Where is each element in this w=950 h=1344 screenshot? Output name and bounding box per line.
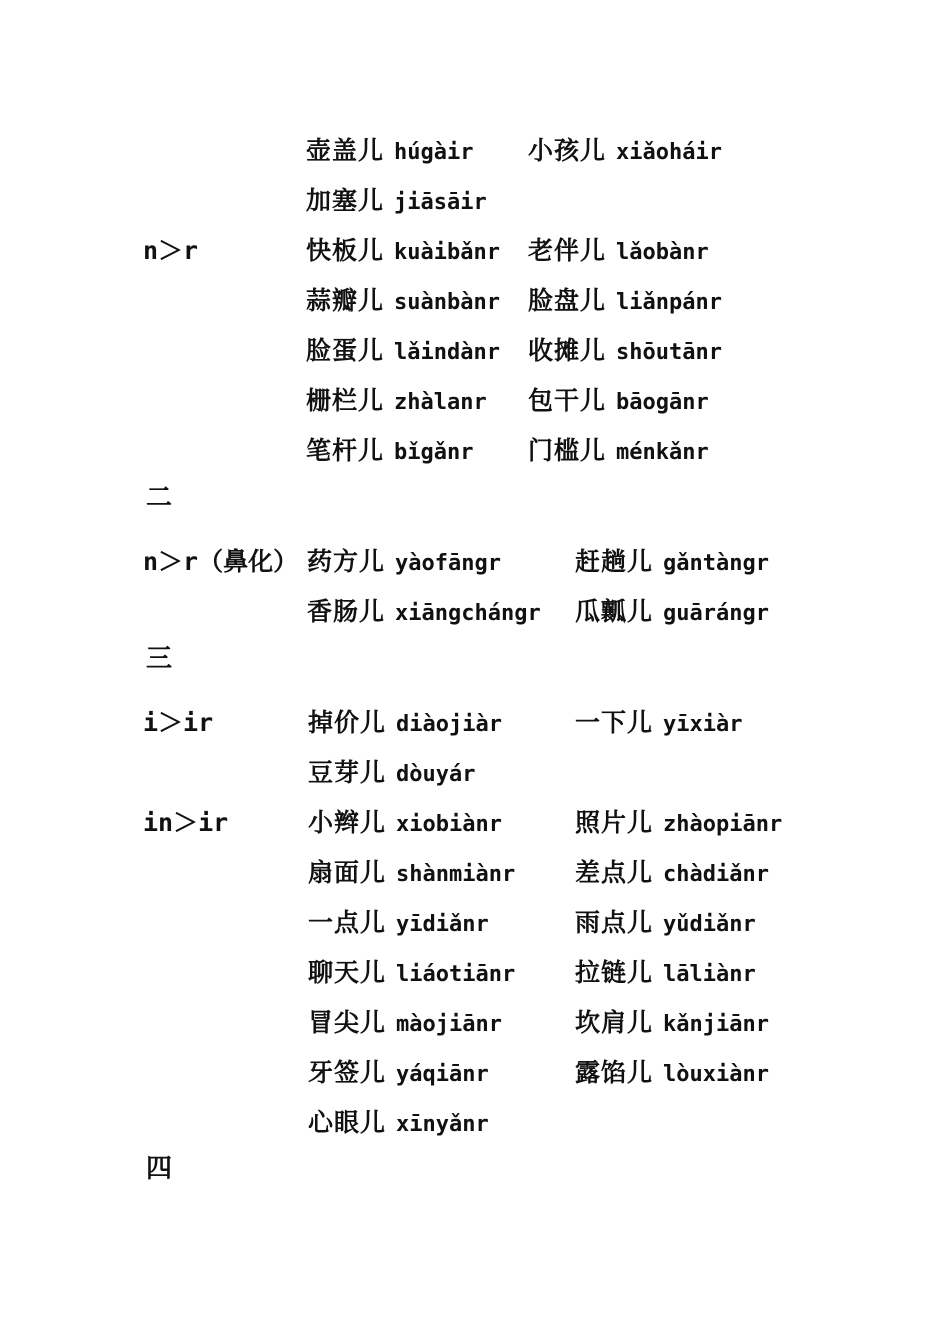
hanzi-word: 加塞儿 — [306, 186, 385, 215]
hanzi-word: 雨点儿 — [575, 908, 654, 937]
pinyin-text: yīdiǎnr — [396, 912, 489, 937]
pinyin-text: bāogānr — [616, 390, 709, 415]
section-heading: 四 — [146, 1154, 173, 1184]
word-entry — [528, 285, 722, 319]
hanzi-word: 赶趟儿 — [575, 547, 654, 576]
pinyin-text: jiāsāir — [394, 190, 487, 215]
word-entry — [308, 907, 489, 941]
pinyin-text: bǐgǎnr — [394, 440, 474, 465]
hanzi-word: 壶盖儿 — [306, 136, 385, 165]
pinyin-text: yǔdiǎnr — [663, 912, 756, 937]
word-entry — [575, 807, 782, 841]
hanzi-word: 蒜瓣儿 — [306, 286, 385, 315]
hanzi-word: 包干儿 — [528, 386, 607, 415]
word-entry — [575, 1057, 769, 1091]
word-entry — [307, 546, 501, 580]
word-entry — [308, 757, 476, 791]
word-entry — [308, 1007, 502, 1041]
word-entry — [575, 1007, 769, 1041]
hanzi-word: 聊天儿 — [308, 958, 387, 987]
hanzi-word: 门槛儿 — [528, 436, 607, 465]
pinyin-text: húgàir — [394, 140, 474, 165]
hanzi-word: 小辫儿 — [308, 808, 387, 837]
section-heading: 二 — [146, 483, 173, 513]
word-entry — [575, 596, 769, 630]
pinyin-text: lǎindànr — [394, 340, 500, 365]
pinyin-text: xiobiànr — [396, 812, 502, 837]
word-entry — [575, 857, 769, 891]
pinyin-text: xiǎoháir — [616, 140, 722, 165]
pinyin-text: zhàopiānr — [663, 812, 783, 837]
word-entry — [308, 807, 502, 841]
word-entry — [575, 546, 769, 580]
hanzi-word: 掉价儿 — [308, 708, 387, 737]
pinyin-text: lòuxiànr — [663, 1062, 769, 1087]
word-entry — [528, 335, 722, 369]
word-entry — [307, 596, 541, 630]
pinyin-text: gǎntàngr — [663, 551, 769, 576]
pinyin-text: kǎnjiānr — [663, 1012, 769, 1037]
hanzi-word: 收摊儿 — [528, 336, 607, 365]
hanzi-word: 照片儿 — [575, 808, 654, 837]
hanzi-word: 脸蛋儿 — [306, 336, 385, 365]
hanzi-word: 栅栏儿 — [306, 386, 385, 415]
hanzi-word: 心眼儿 — [308, 1108, 387, 1137]
pinyin-text: liáotiānr — [396, 962, 516, 987]
pinyin-text: guārángr — [663, 601, 769, 626]
pinyin-text: yīxiàr — [663, 712, 743, 737]
word-entry — [528, 135, 722, 169]
hanzi-word: 一点儿 — [308, 908, 387, 937]
word-entry — [306, 135, 474, 169]
pinyin-text: chàdiǎnr — [663, 862, 769, 887]
pinyin-text: kuàibǎnr — [394, 240, 500, 265]
word-entry — [306, 185, 487, 219]
hanzi-word: 一下儿 — [575, 708, 654, 737]
hanzi-word: 笔杆儿 — [306, 436, 385, 465]
word-entry — [528, 235, 709, 269]
word-entry — [308, 857, 515, 891]
hanzi-word: 瓜瓤儿 — [575, 597, 654, 626]
hanzi-word: 差点儿 — [575, 858, 654, 887]
pinyin-text: suànbànr — [394, 290, 500, 315]
word-entry — [306, 235, 500, 269]
pinyin-text: liǎnpánr — [616, 290, 722, 315]
pinyin-text: lǎobànr — [616, 240, 709, 265]
hanzi-word: 坎肩儿 — [575, 1008, 654, 1037]
word-entry — [306, 435, 474, 469]
word-entry — [308, 1107, 489, 1141]
hanzi-word: 露馅儿 — [575, 1058, 654, 1087]
hanzi-word: 脸盘儿 — [528, 286, 607, 315]
word-entry — [308, 1057, 489, 1091]
hanzi-word: 豆芽儿 — [308, 758, 387, 787]
word-entry — [306, 385, 487, 419]
hanzi-word: 冒尖儿 — [308, 1008, 387, 1037]
word-entry — [528, 435, 709, 469]
pinyin-text: yàofāngr — [395, 551, 501, 576]
rule-label: n＞r（鼻化） — [143, 547, 299, 576]
pinyin-text: yáqiānr — [396, 1062, 489, 1087]
word-entry — [306, 285, 500, 319]
pinyin-text: shōutānr — [616, 340, 722, 365]
pinyin-text: ménkǎnr — [616, 440, 709, 465]
pinyin-text: xiāngchángr — [395, 601, 541, 626]
pinyin-text: shànmiànr — [396, 862, 516, 887]
hanzi-word: 快板儿 — [306, 236, 385, 265]
hanzi-word: 扇面儿 — [308, 858, 387, 887]
hanzi-word: 老伴儿 — [528, 236, 607, 265]
rule-label: in＞ir — [143, 808, 229, 837]
word-entry — [306, 335, 500, 369]
section-heading: 三 — [146, 644, 173, 674]
word-entry — [575, 957, 756, 991]
hanzi-word: 拉链儿 — [575, 958, 654, 987]
pinyin-text: diàojiàr — [396, 712, 502, 737]
word-entry — [575, 707, 743, 741]
word-entry — [308, 957, 515, 991]
pinyin-text: zhàlanr — [394, 390, 487, 415]
word-entry — [528, 385, 709, 419]
pinyin-text: xīnyǎnr — [396, 1112, 489, 1137]
pinyin-text: lāliànr — [663, 962, 756, 987]
pinyin-text: màojiānr — [396, 1012, 502, 1037]
hanzi-word: 药方儿 — [307, 547, 386, 576]
rule-label: n＞r — [143, 236, 199, 265]
word-entry — [575, 907, 756, 941]
pinyin-text: dòuyár — [396, 762, 476, 787]
rule-label: i＞ir — [143, 708, 214, 737]
hanzi-word: 小孩儿 — [528, 136, 607, 165]
word-entry — [308, 707, 502, 741]
hanzi-word: 牙签儿 — [308, 1058, 387, 1087]
hanzi-word: 香肠儿 — [307, 597, 386, 626]
